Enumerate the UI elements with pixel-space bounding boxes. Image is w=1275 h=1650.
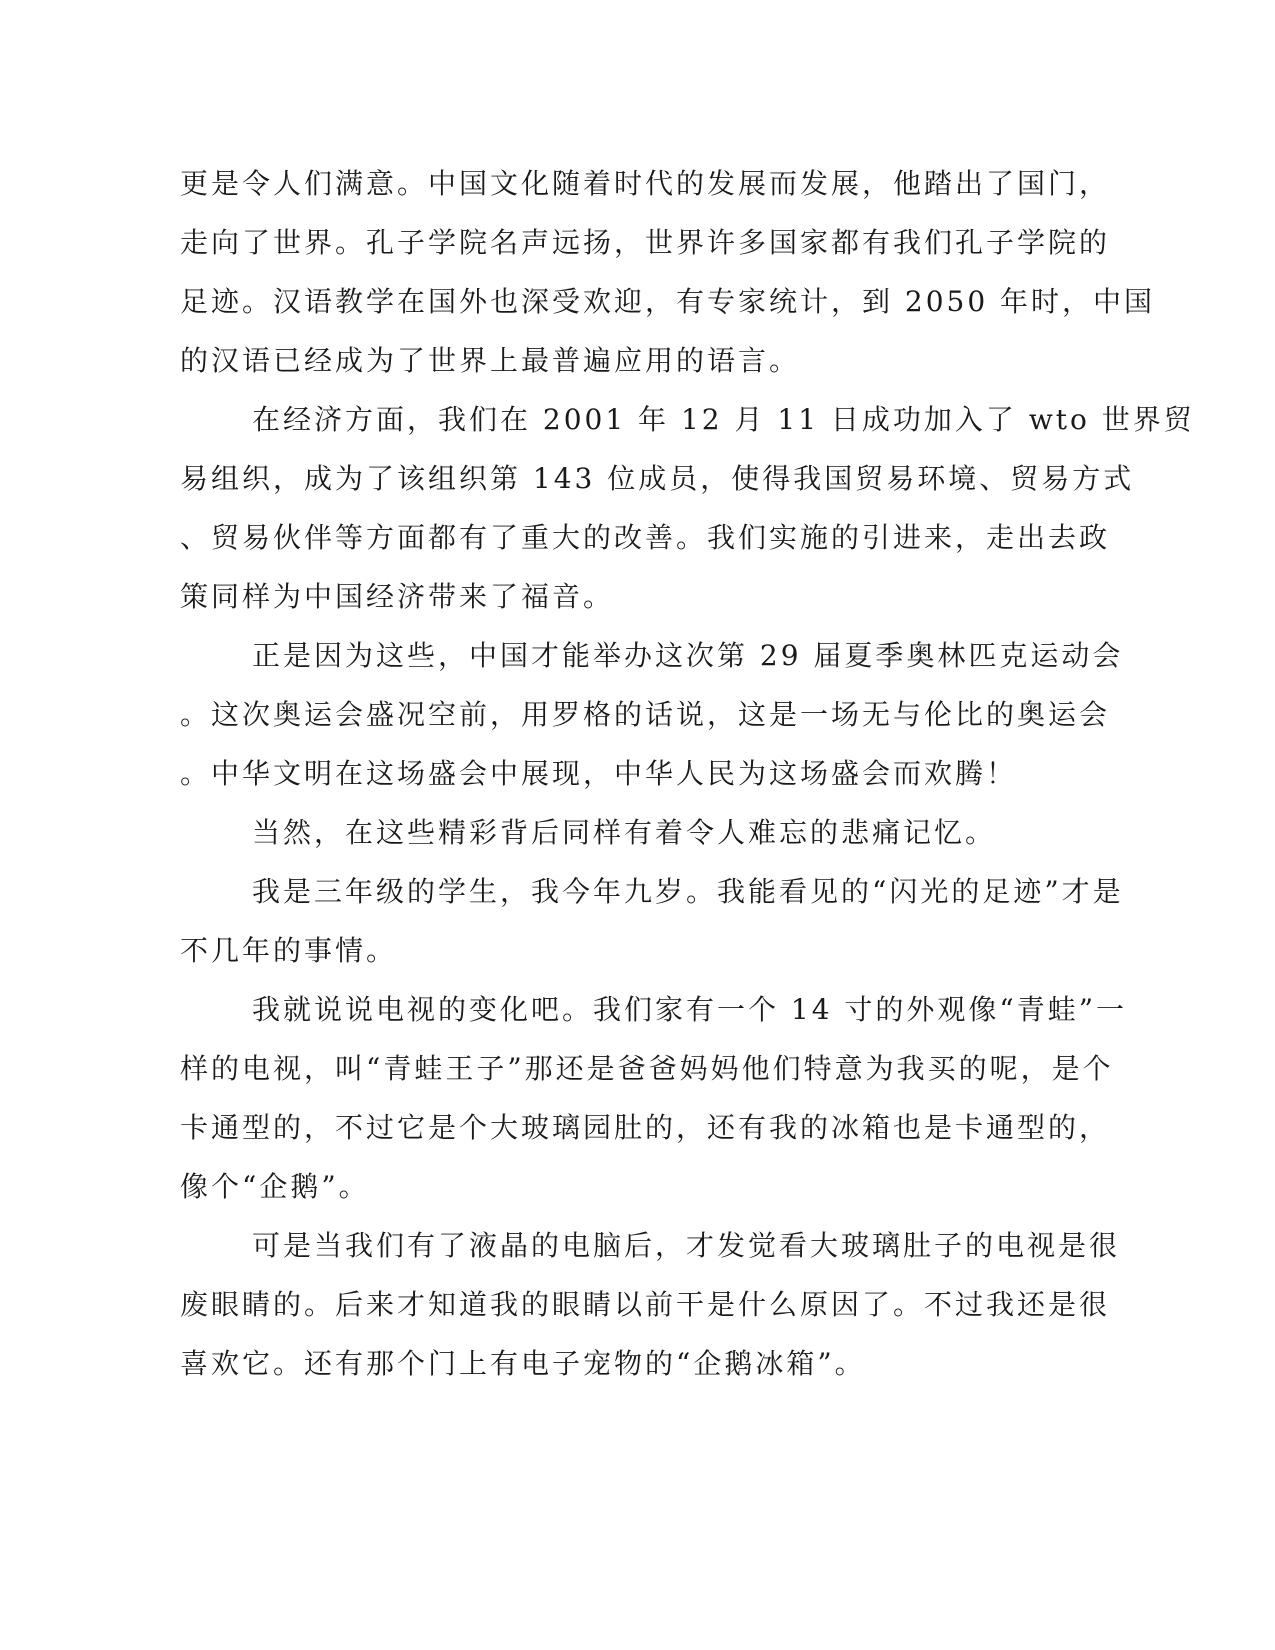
- text-line: 策同样为中国经济带来了福音。: [180, 580, 615, 613]
- text-line: 喜欢它。还有那个门上有电子宠物的“企鹅冰箱”。: [180, 1347, 866, 1380]
- text-line: 卡通型的，不过它是个大玻璃园肚的，还有我的冰箱也是卡通型的，: [180, 1111, 1111, 1144]
- text-line: 。这次奥运会盛况空前，用罗格的话说，这是一场无与伦比的奥运会: [180, 698, 1111, 731]
- text-line: 我就说说电视的变化吧。我们家有一个 14 寸的外观像“青蛙”一: [252, 993, 1128, 1026]
- text-line: 不几年的事情。: [180, 934, 398, 967]
- text-line: 当然，在这些精彩背后同样有着令人难忘的悲痛记忆。: [252, 816, 997, 849]
- text-line: 足迹。汉语教学在国外也深受欢迎，有专家统计，到 2050 年时，中国: [180, 285, 1156, 318]
- text-line: 更是令人们满意。中国文化随着时代的发展而发展，他踏出了国门，: [180, 167, 1111, 200]
- text-line: 废眼睛的。后来才知道我的眼睛以前干是什么原因了。不过我还是很: [180, 1288, 1111, 1321]
- text-line: 易组织，成为了该组织第 143 位成员，使得我国贸易环境、贸易方式: [180, 462, 1135, 495]
- text-line: 可是当我们有了液晶的电脑后，才发觉看大玻璃肚子的电视是很: [252, 1229, 1121, 1262]
- text-line: 在经济方面，我们在 2001 年 12 月 11 日成功加入了 wto 世界贸: [252, 403, 1195, 436]
- text-line: 我是三年级的学生，我今年九岁。我能看见的“闪光的足迹”才是: [252, 875, 1124, 908]
- text-line: 的汉语已经成为了世界上最普遍应用的语言。: [180, 344, 801, 377]
- text-line: 样的电视，叫“青蛙王子”那还是爸爸妈妈他们特意为我买的呢，是个: [180, 1052, 1114, 1085]
- text-line: 。中华文明在这场盛会中展现，中华人民为这场盛会而欢腾！: [180, 757, 1018, 790]
- text-line: 正是因为这些，中国才能举办这次第 29 届夏季奥林匹克运动会: [252, 639, 1124, 672]
- text-line: 、贸易伙伴等方面都有了重大的改善。我们实施的引进来，走出去政: [180, 521, 1111, 554]
- text-line: 像个“企鹅”。: [180, 1170, 370, 1203]
- text-line: 走向了世界。孔子学院名声远扬，世界许多国家都有我们孔子学院的: [180, 226, 1111, 259]
